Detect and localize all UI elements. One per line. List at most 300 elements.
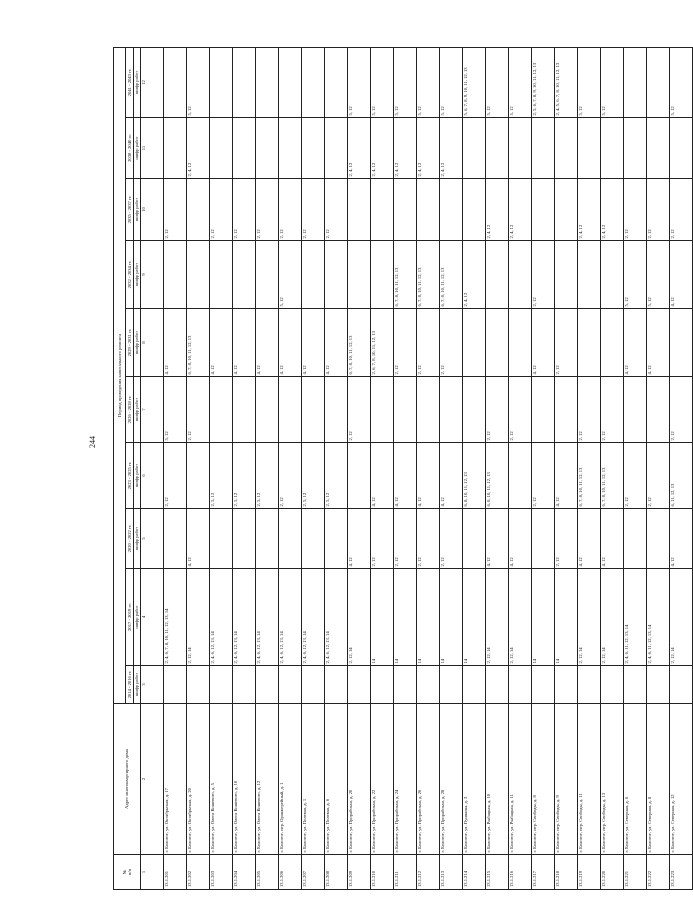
header-code-label: шифр работ (134, 47, 141, 117)
row-number: 13.1.204 (233, 855, 256, 890)
work-code-cell: 2, 4, 6, 12, 13, 14 (210, 569, 233, 666)
table-row (348, 47, 371, 889)
table-row (509, 47, 532, 889)
work-code-cell (624, 666, 647, 704)
work-code-cell (509, 443, 532, 509)
work-code-cell: 5, 12 (371, 47, 394, 117)
row-address: г. Бологое, ул. Олега Кошевого, д. 10 (233, 704, 256, 855)
work-code-cell: 5, 12 (440, 47, 463, 117)
work-code-cell: 2, 12 (555, 309, 578, 377)
work-code-cell: 4, 12 (647, 309, 670, 377)
row-number: 13.1.223 (670, 855, 693, 890)
work-code-cell (325, 666, 348, 704)
work-code-cell: 2, 12 (440, 309, 463, 377)
work-code-cell: 14 (555, 569, 578, 666)
work-code-cell: 5, 12 (187, 47, 210, 117)
table-row (371, 47, 394, 889)
work-code-cell: 4, 12 (210, 309, 233, 377)
work-code-cell (463, 377, 486, 443)
row-number: 13.1.207 (302, 855, 325, 890)
work-code-cell: 2, 4, 12 (394, 118, 417, 179)
work-code-cell: 2, 12, 14 (670, 569, 693, 666)
row-number: 13.1.202 (187, 855, 210, 890)
work-code-cell: 4, 12 (509, 509, 532, 569)
work-code-cell: 2, 5, 6, 7, 8, 9, 10, 11, 12, 13 (532, 47, 555, 117)
work-code-cell: 2, 12 (486, 377, 509, 443)
table-row (555, 47, 578, 889)
work-code-cell: 2, 12, 14 (578, 569, 601, 666)
table-row (417, 47, 440, 889)
work-code-cell: 4, 12 (555, 443, 578, 509)
work-code-cell: 2, 4, 6, 11, 12, 13, 14 (624, 569, 647, 666)
work-code-cell: 6, 7, 8, 10, 11, 12, 13 (578, 443, 601, 509)
work-code-cell: 4, 12 (302, 309, 325, 377)
work-code-cell: 2, 12 (555, 509, 578, 569)
row-address: г. Бологое, пер. Свободы, д. 8 (532, 704, 555, 855)
work-code-cell: 4, 12 (601, 509, 624, 569)
header-code-label: шифр работ (134, 377, 141, 443)
work-code-cell: 2, 4, 12 (509, 179, 532, 241)
row-address: г. Бологое, ул. Прорабская, д. 20 (348, 704, 371, 855)
work-code-cell: 4, 12 (233, 309, 256, 377)
work-code-cell: 2, 12 (279, 443, 302, 509)
work-code-cell (371, 241, 394, 309)
work-code-cell (578, 309, 601, 377)
work-code-cell (210, 241, 233, 309)
work-code-cell: 2, 12, 14 (601, 569, 624, 666)
work-code-cell (670, 309, 693, 377)
work-code-cell: 6, 7, 8, 10, 11, 12, 13 (417, 241, 440, 309)
header-code-label: шифр работ (134, 179, 141, 241)
column-number: 10 (141, 179, 164, 241)
header-address: Адрес многоквартирного дома (114, 704, 141, 855)
work-code-cell (440, 179, 463, 241)
work-code-cell: 2, 12 (164, 443, 187, 509)
work-code-cell (348, 179, 371, 241)
work-code-cell: 5, 12 (670, 47, 693, 117)
table-row (532, 47, 555, 889)
work-code-cell: 2, 4, 12 (371, 118, 394, 179)
header-code-label: шифр работ (134, 509, 141, 569)
work-code-cell (325, 118, 348, 179)
row-address: г. Бологое, ул. Полевая, д. 1 (302, 704, 325, 855)
work-code-cell (371, 179, 394, 241)
work-code-cell: 2, 12 (256, 179, 279, 241)
work-code-cell: 2, 12 (647, 179, 670, 241)
header-year-7: 2035 - 2037 гг. (126, 179, 134, 241)
work-code-cell (256, 377, 279, 443)
work-code-cell: 5, 12 (578, 47, 601, 117)
work-code-cell: 4, 12 (670, 509, 693, 569)
column-number: 7 (141, 377, 164, 443)
row-address: г. Бологое, пер. Свободы, д. 9 (555, 704, 578, 855)
work-code-cell (486, 241, 509, 309)
column-number-row (141, 47, 164, 889)
header-code-label: шифр работ (134, 569, 141, 666)
work-code-cell: 2, 12, 14 (486, 569, 509, 666)
header-year-2: 2020 - 2022 гг. (126, 509, 134, 569)
column-number: 3 (141, 666, 164, 704)
work-code-cell: 14 (532, 569, 555, 666)
row-address: г. Бологое, пер. Свободы, д. 11 (578, 704, 601, 855)
work-code-cell: 5, 12 (279, 241, 302, 309)
work-code-cell (532, 377, 555, 443)
work-code-cell (256, 666, 279, 704)
work-code-cell: 2, 12 (601, 377, 624, 443)
work-code-cell: 2, 12 (371, 509, 394, 569)
work-code-cell (210, 118, 233, 179)
row-number: 13.1.216 (509, 855, 532, 890)
work-code-cell: 5, 12 (417, 47, 440, 117)
work-code-cell: 2, 12 (647, 443, 670, 509)
work-code-cell: 2, 12 (532, 241, 555, 309)
work-code-cell (164, 509, 187, 569)
work-code-cell: 6, 7, 8, 10, 11, 12, 13 (348, 309, 371, 377)
work-code-cell (279, 47, 302, 117)
work-code-cell (210, 509, 233, 569)
work-code-cell (647, 47, 670, 117)
row-number: 13.1.219 (578, 855, 601, 890)
header-code-label: шифр работ (134, 443, 141, 509)
work-code-cell (578, 118, 601, 179)
work-code-cell (555, 377, 578, 443)
work-code-cell: 2, 12 (670, 179, 693, 241)
work-code-cell (486, 666, 509, 704)
work-code-cell: 2, 4, 12 (417, 118, 440, 179)
work-code-cell (486, 309, 509, 377)
work-code-cell: 14 (440, 569, 463, 666)
work-code-cell (601, 118, 624, 179)
work-code-cell (302, 509, 325, 569)
work-code-cell (532, 509, 555, 569)
column-number: 4 (141, 569, 164, 666)
work-code-cell (394, 377, 417, 443)
header-code-label: шифр работ (134, 241, 141, 309)
row-address: г. Бологое, ул. Северная, д. 6 (624, 704, 647, 855)
table-row (601, 47, 624, 889)
row-number: 13.1.209 (348, 855, 371, 890)
work-code-cell (233, 377, 256, 443)
work-code-cell: 4, 12 (440, 443, 463, 509)
work-code-cell: 2, 12, 14 (348, 569, 371, 666)
work-code-cell (532, 118, 555, 179)
work-code-cell: 6, 8, 10, 11, 12, 13 (486, 443, 509, 509)
column-number: 9 (141, 241, 164, 309)
work-code-cell (256, 47, 279, 117)
work-code-cell: 2, 4, 12 (463, 241, 486, 309)
work-code-cell (578, 241, 601, 309)
work-code-cell (210, 377, 233, 443)
header-code-label: шифр работ (134, 666, 141, 704)
table-header (114, 47, 141, 889)
row-address: г. Бологое, пер. Свободы, д. 13 (601, 704, 624, 855)
work-code-cell (279, 509, 302, 569)
row-address: г. Бологое, ул. Северная, д. 12 (670, 704, 693, 855)
work-code-cell: 5, 12 (164, 377, 187, 443)
header-period: Период проведения капитального ремонта (114, 47, 126, 703)
row-number: 13.1.214 (463, 855, 486, 890)
header-year-3: 2023 - 2025 гг. (126, 443, 134, 509)
work-code-cell (647, 509, 670, 569)
row-number: 13.1.211 (394, 855, 417, 890)
work-code-cell (417, 666, 440, 704)
work-code-cell (555, 241, 578, 309)
work-code-cell: 2, 5, 12 (302, 443, 325, 509)
table-row (164, 47, 187, 889)
row-address: г. Бологое, ул. Прорабская, д. 28 (440, 704, 463, 855)
header-year-6: 2032 - 2034 гг. (126, 241, 134, 309)
work-code-cell: 2, 12 (164, 179, 187, 241)
work-code-cell (601, 309, 624, 377)
table-row (325, 47, 348, 889)
work-code-cell (233, 509, 256, 569)
work-code-cell (647, 377, 670, 443)
work-code-cell: 2, 4, 6, 12, 13, 14 (325, 569, 348, 666)
work-code-cell (371, 377, 394, 443)
work-code-cell (417, 179, 440, 241)
work-code-cell (325, 509, 348, 569)
row-number: 13.1.203 (210, 855, 233, 890)
column-number: 11 (141, 118, 164, 179)
work-code-cell: 2, 12 (417, 309, 440, 377)
row-address: г. Бологое, ул. Прорабская, д. 24 (394, 704, 417, 855)
work-code-cell (509, 241, 532, 309)
work-code-cell (348, 666, 371, 704)
work-code-cell: 5, 6, 7, 8, 9, 10, 11, 12, 13 (463, 47, 486, 117)
work-code-cell: 4, 12 (670, 241, 693, 309)
work-code-cell: 2, 5, 12 (233, 443, 256, 509)
work-code-cell: 6, 7, 8, 10, 11, 12, 13 (440, 241, 463, 309)
row-address: г. Бологое, ул. Северная, д. 8 (647, 704, 670, 855)
work-code-cell: 2, 12 (279, 179, 302, 241)
work-code-cell (233, 47, 256, 117)
row-address: г. Бологое, ул. Рыбацкая, д. 11 (509, 704, 532, 855)
work-code-cell (302, 666, 325, 704)
table-row (486, 47, 509, 889)
column-number: 5 (141, 509, 164, 569)
row-address: г. Бологое, ул. Прорабская, д. 26 (417, 704, 440, 855)
work-code-cell: 14 (394, 569, 417, 666)
work-code-cell: 2, 12 (325, 179, 348, 241)
work-code-cell (555, 179, 578, 241)
work-code-cell (279, 666, 302, 704)
work-code-cell (463, 666, 486, 704)
work-code-cell: 2, 4, 12 (486, 179, 509, 241)
work-code-cell: 5, 12 (624, 241, 647, 309)
work-code-cell (394, 666, 417, 704)
row-number: 13.1.201 (164, 855, 187, 890)
work-code-cell (670, 666, 693, 704)
row-number: 13.1.208 (325, 855, 348, 890)
work-code-cell (624, 509, 647, 569)
column-number: 2 (141, 704, 164, 855)
table-row (233, 47, 256, 889)
work-code-cell (371, 666, 394, 704)
work-code-cell (670, 118, 693, 179)
work-code-cell (532, 179, 555, 241)
work-code-cell (164, 118, 187, 179)
work-code-cell: 4, 12 (371, 443, 394, 509)
row-address: г. Бологое, ул. Прорабская, д. 22 (371, 704, 394, 855)
work-code-cell: 14 (371, 569, 394, 666)
work-code-cell: 2, 4, 5, 6, 7, 8, 10, 11, 12, 13 (555, 47, 578, 117)
work-code-cell (624, 377, 647, 443)
work-code-cell (187, 179, 210, 241)
column-number: 1 (141, 855, 164, 890)
page-number: 244 (88, 436, 97, 448)
table-row (302, 47, 325, 889)
work-code-cell (578, 666, 601, 704)
work-code-cell: 4, 12 (486, 509, 509, 569)
work-code-cell: 5, 12 (394, 47, 417, 117)
work-code-cell (164, 241, 187, 309)
work-code-cell: 6, 7, 8, 10, 11, 12, 13 (187, 309, 210, 377)
work-code-cell (256, 509, 279, 569)
row-address: г. Бологое, ул. Олега Кошевого, д. 5 (210, 704, 233, 855)
work-code-cell: 2, 4, 12 (578, 179, 601, 241)
work-code-cell: 5, 12 (509, 47, 532, 117)
work-code-cell (302, 47, 325, 117)
work-code-cell: 5, 12 (601, 47, 624, 117)
work-code-cell (233, 118, 256, 179)
work-code-cell (486, 118, 509, 179)
work-code-cell: 2, 5, 12 (256, 443, 279, 509)
work-code-cell (187, 443, 210, 509)
work-code-cell: 2, 4, 6, 12, 13, 14 (256, 569, 279, 666)
work-code-cell (302, 241, 325, 309)
table-row (624, 47, 647, 889)
repair-schedule-table (113, 47, 693, 890)
header-year-4: 2026 - 2028 гг. (126, 377, 134, 443)
work-code-cell (624, 118, 647, 179)
row-number: 13.1.217 (532, 855, 555, 890)
work-code-cell: 6, 11, 12, 13 (670, 443, 693, 509)
work-code-cell: 4, 12 (325, 309, 348, 377)
work-code-cell: 4, 12 (417, 443, 440, 509)
work-code-cell: 4, 12 (394, 443, 417, 509)
work-code-cell (440, 377, 463, 443)
work-code-cell (463, 118, 486, 179)
work-code-cell (509, 309, 532, 377)
row-number: 13.1.222 (647, 855, 670, 890)
work-code-cell: 5, 12 (647, 241, 670, 309)
rotated-table-container (113, 48, 675, 890)
table-row (463, 47, 486, 889)
table-row (647, 47, 670, 889)
work-code-cell: 2, 4, 12 (601, 179, 624, 241)
work-code-cell (233, 666, 256, 704)
row-address: г. Бологое, ул. Пушкина, д. 3 (463, 704, 486, 855)
work-code-cell: 2, 12 (348, 377, 371, 443)
work-code-cell: 2, 12 (233, 179, 256, 241)
column-number: 12 (141, 47, 164, 117)
work-code-cell (463, 509, 486, 569)
row-number: 13.1.215 (486, 855, 509, 890)
work-code-cell (417, 377, 440, 443)
row-number: 13.1.218 (555, 855, 578, 890)
row-address: г. Бологое, ул. Рыбацкая, д. 10 (486, 704, 509, 855)
work-code-cell: 2, 5, 12 (210, 443, 233, 509)
table-row (210, 47, 233, 889)
work-code-cell (555, 118, 578, 179)
work-code-cell: 2, 12 (187, 377, 210, 443)
work-code-cell: 2, 12, 14 (509, 569, 532, 666)
work-code-cell (187, 241, 210, 309)
work-code-cell (210, 47, 233, 117)
work-code-cell: 2, 12 (394, 509, 417, 569)
work-code-cell (532, 666, 555, 704)
work-code-cell: 14 (463, 569, 486, 666)
work-code-cell (601, 666, 624, 704)
work-code-cell (624, 47, 647, 117)
work-code-cell: 2, 4, 6, 12, 13, 14 (279, 569, 302, 666)
header-year-1: 2017 - 2019 гг. (126, 569, 134, 666)
work-code-cell: 2, 12 (394, 309, 417, 377)
work-code-cell (463, 179, 486, 241)
work-code-cell (647, 666, 670, 704)
work-code-cell: 6, 7, 8, 10, 11, 12, 13 (394, 241, 417, 309)
table-row (670, 47, 693, 889)
work-code-cell: 2, 12 (509, 377, 532, 443)
work-code-cell (509, 666, 532, 704)
work-code-cell: 2, 12 (670, 377, 693, 443)
work-code-cell: 2, 6, 7, 8, 10, 11, 12, 13 (371, 309, 394, 377)
work-code-cell (164, 47, 187, 117)
work-code-cell: 2, 4, 6, 11, 12, 13, 14 (647, 569, 670, 666)
work-code-cell (256, 118, 279, 179)
header-code-label: шифр работ (134, 309, 141, 377)
work-code-cell (555, 666, 578, 704)
work-code-cell: 2, 12 (624, 179, 647, 241)
work-code-cell (394, 179, 417, 241)
header-no: № п/п (114, 855, 141, 890)
row-address: г. Бологое, пер. Оранжерейный, д. 1 (279, 704, 302, 855)
column-number: 8 (141, 309, 164, 377)
work-code-cell: 4, 12 (256, 309, 279, 377)
work-code-cell (302, 377, 325, 443)
work-code-cell: 4, 12 (279, 309, 302, 377)
work-code-cell: 6, 8, 10, 11, 12, 13 (463, 443, 486, 509)
work-code-cell (256, 241, 279, 309)
work-code-cell (279, 118, 302, 179)
table-row (187, 47, 210, 889)
work-code-cell (348, 443, 371, 509)
work-code-cell: 4, 12 (532, 309, 555, 377)
work-code-cell: 2, 4, 6, 12, 13, 14 (233, 569, 256, 666)
work-code-cell: 14 (417, 569, 440, 666)
work-code-cell (463, 309, 486, 377)
work-code-cell: 2, 12 (532, 443, 555, 509)
header-year-0: 2014 - 2016 гг. (126, 666, 134, 704)
header-code-label: шифр работ (134, 118, 141, 179)
table-row (256, 47, 279, 889)
table-body (141, 47, 693, 889)
work-code-cell: 2, 12 (417, 509, 440, 569)
work-code-cell (210, 666, 233, 704)
work-code-cell: 5, 12 (348, 47, 371, 117)
table-row (279, 47, 302, 889)
work-code-cell: 2, 4, 12 (348, 118, 371, 179)
work-code-cell: 5, 12 (486, 47, 509, 117)
work-code-cell (187, 666, 210, 704)
work-code-cell: 4, 12 (578, 509, 601, 569)
row-address: г. Бологое, ул. Полевая, д. 6 (325, 704, 348, 855)
work-code-cell (302, 118, 325, 179)
table-row (394, 47, 417, 889)
work-code-cell: 2, 4, 12 (440, 118, 463, 179)
row-address: г. Бологое, ул. Олега Кошевого, д. 12 (256, 704, 279, 855)
work-code-cell: 2, 4, 6, 7, 8, 10, 11, 12, 13, 14 (164, 569, 187, 666)
